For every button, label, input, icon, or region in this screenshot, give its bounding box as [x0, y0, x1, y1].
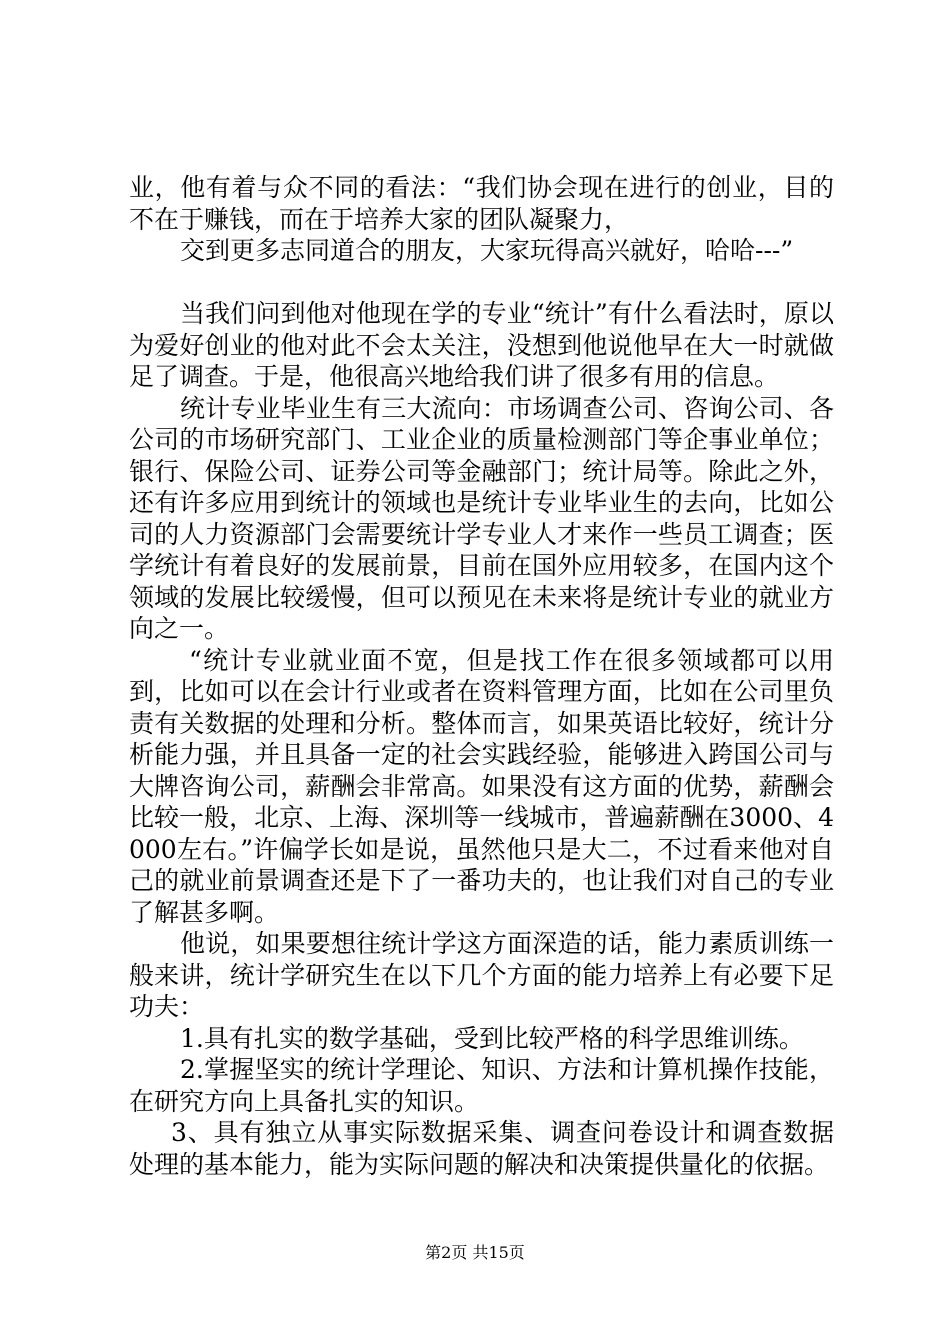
paragraph-senior-quote: “统计专业就业面不宽，但是找工作在很多领域都可以用到，比如可以在会计行业或者在资料管理方面，比如在公司里负责有关数据的处理和分析。整体而言，如果英语比较好，统计分析能力强，并且具备一定的社会实践经验，能够进入跨国公司与大牌咨询公司，薪酬会非常高。如果没有这方面的优势，薪酬会比较一般，北京、上海、深圳等一线城市，普遍薪酬在3000、4000左右。”许偏学长如是说，虽然他只是大二，不过看来他对自己的就业前景调查还是下了一番功夫的，也让我们对自己的专业了解甚多啊。: [129, 645, 834, 927]
list-item-2: 2.掌握坚实的统计学理论、知识、方法和计算机操作技能，在研究方向上具备扎实的知识。: [129, 1055, 834, 1116]
page-footer: 第2页 共15页: [425, 1243, 525, 1262]
paragraph-question: 当我们问到他对他现在学的专业“统计”有什么看法时，原以为爱好创业的他对此不会太关注，没想到他说他早在大一时就做足了调查。于是，他很高兴地给我们讲了很多有用的信息。: [129, 299, 834, 391]
document-body: [129, 172, 834, 1180]
list-item-1: 1.具有扎实的数学基础，受到比较严格的科学思维训练。: [180, 1023, 804, 1053]
paragraph-career-directions: 统计专业毕业生有三大流向：市场调查公司、咨询公司、各公司的市场研究部门、工业企业的质量检测部门等企事业单位；银行、保险公司、证券公司等金融部门；统计局等。除此之外，还有许多应用到统计的领域也是统计专业毕业生的去向，比如公司的人力资源部门会需要统计学专业人才来作一些员工调查；医学统计有着良好的发展前景，目前在国外应用较多，在国内这个领域的发展比较缓慢，但可以预见在未来将是统计专业的就业方向之一。: [129, 393, 834, 643]
paragraph-gap: [129, 267, 834, 299]
paragraph-further-study: 他说，如果要想往统计学这方面深造的话，能力素质训练一般来讲，统计学研究生在以下几个方面的能力培养上有必要下足功夫：: [129, 929, 834, 1021]
list-item-3: 3、具有独立从事实际数据采集、调查问卷设计和调查数据处理的基本能力，能为实际问题的解决和决策提供量化的依据。: [129, 1118, 834, 1179]
paragraph-continuation: 业，他有着与众不同的看法：“我们协会现在进行的创业，目的不在于赚钱，而在于培养大家的团队凝聚力，: [129, 173, 834, 234]
paragraph-quote-end: 交到更多志同道合的朋友，大家玩得高兴就好，哈哈---”: [180, 236, 794, 265]
